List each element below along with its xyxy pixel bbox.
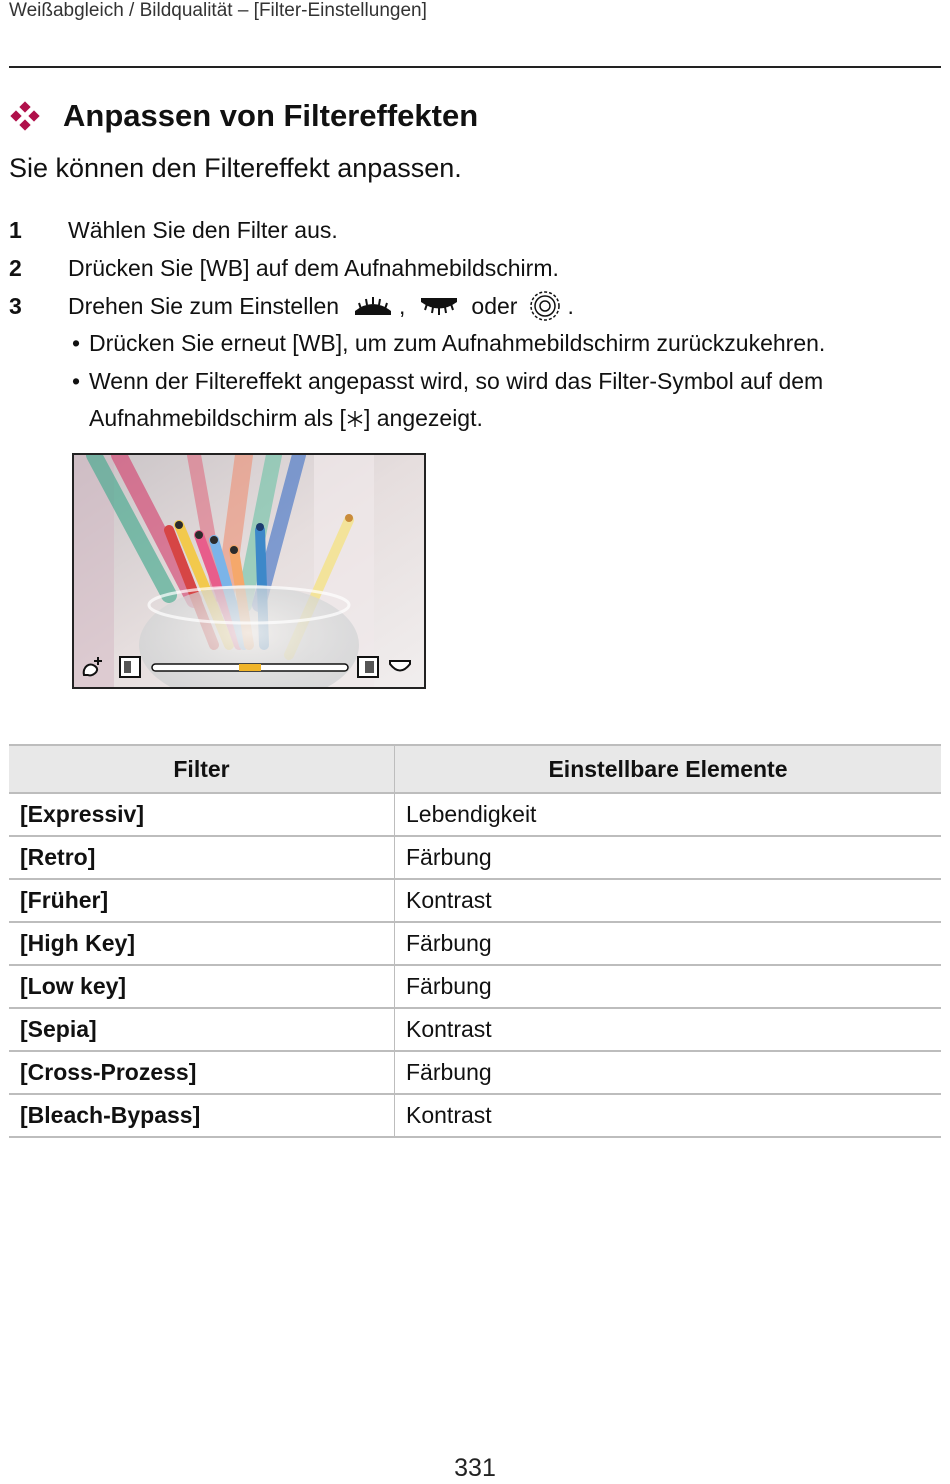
camera-screen-example: [72, 453, 426, 689]
bullet-2: • Wenn der Filtereffekt angepasst wird, so wird das Filter-Symbol auf dem: [72, 368, 824, 394]
table-row: [9, 1051, 941, 1094]
step-text: Drücken Sie [WB] auf dem Aufnahmebildschirm.: [68, 254, 559, 281]
step-number: 3: [9, 292, 22, 319]
header-divider: [9, 66, 941, 68]
adjustable-cell: Färbung: [395, 922, 942, 965]
adjustable-cell: Kontrast: [395, 1008, 942, 1051]
table-row: [9, 965, 941, 1008]
column-header-filter: Filter: [9, 745, 395, 793]
filter-effect-icon: [84, 657, 102, 675]
column-header-adjustable: Einstellbare Elemente: [395, 745, 942, 793]
table-row: [9, 836, 941, 879]
separator-comma: ,: [399, 292, 406, 319]
step-text: Wählen Sie den Filter aus.: [68, 216, 338, 243]
filter-cell: [Bleach-Bypass]: [9, 1094, 395, 1137]
step-number: 1: [9, 216, 22, 243]
filter-cell: [Retro]: [9, 836, 395, 879]
increase-effect-icon: [358, 657, 378, 677]
filter-cell: [High Key]: [9, 922, 395, 965]
adjustable-cell: Lebendigkeit: [395, 793, 942, 836]
page-number: 331: [454, 1454, 496, 1482]
section-title: Anpassen von Filtereffekten: [63, 98, 479, 133]
adjustable-cell: Färbung: [395, 1051, 942, 1094]
step-3: [9, 291, 574, 321]
rear-dial-mini-icon: [390, 661, 410, 671]
diamond-cluster-icon: [9, 100, 41, 132]
separator-or: oder: [471, 292, 518, 319]
adjustable-cell: Färbung: [395, 836, 942, 879]
filter-cell: [Sepia]: [9, 1008, 395, 1051]
slider-level-indicator: [239, 664, 261, 671]
decrease-effect-icon: [120, 657, 140, 677]
table-row: [9, 879, 941, 922]
table-row: [9, 1008, 941, 1051]
section-heading: [9, 98, 478, 134]
filter-settings-table: [9, 744, 941, 1138]
table-row: [9, 1094, 941, 1137]
step-text: Drehen Sie zum Einstellen: [68, 292, 340, 319]
breadcrumb: Weißabgleich / Bildqualität – [Filter-Einstellungen]: [9, 0, 427, 21]
table-row: [9, 793, 941, 836]
intro-text: Sie können den Filtereffekt anpassen.: [9, 153, 462, 183]
bullet-text: Drücken Sie erneut [WB], um zum Aufnahmebildschirm zurückzukehren.: [89, 330, 826, 356]
step-end: .: [567, 292, 574, 319]
step-2: [9, 253, 559, 283]
bullet-text: Wenn der Filtereffekt angepasst wird, so wird das Filter-Symbol auf dem: [89, 368, 824, 394]
filter-adjust-slider-bar: [80, 653, 418, 681]
bullet-1: • Drücken Sie erneut [WB], um zum Aufnahmebildschirm zurückzukehren.: [72, 330, 826, 356]
filter-cell: [Früher]: [9, 879, 395, 922]
rear-dial-icon: [419, 295, 459, 317]
table-header-row: [9, 745, 941, 793]
filter-cell: [Cross-Prozess]: [9, 1051, 395, 1094]
adjustable-cell: Kontrast: [395, 1094, 942, 1137]
table-row: [9, 922, 941, 965]
adjustable-cell: Färbung: [395, 965, 942, 1008]
control-dial-icon: [529, 290, 561, 322]
front-dial-icon: [353, 295, 393, 317]
filter-cell: [Low key]: [9, 965, 395, 1008]
filter-adjusted-icon: [346, 409, 364, 429]
filter-cell: [Expressiv]: [9, 793, 395, 836]
adjustable-cell: Kontrast: [395, 879, 942, 922]
step-1: [9, 215, 338, 245]
step-number: 2: [9, 254, 22, 281]
bullet-2-continuation: Aufnahmebildschirm als [ ] angezeigt.: [89, 405, 483, 431]
